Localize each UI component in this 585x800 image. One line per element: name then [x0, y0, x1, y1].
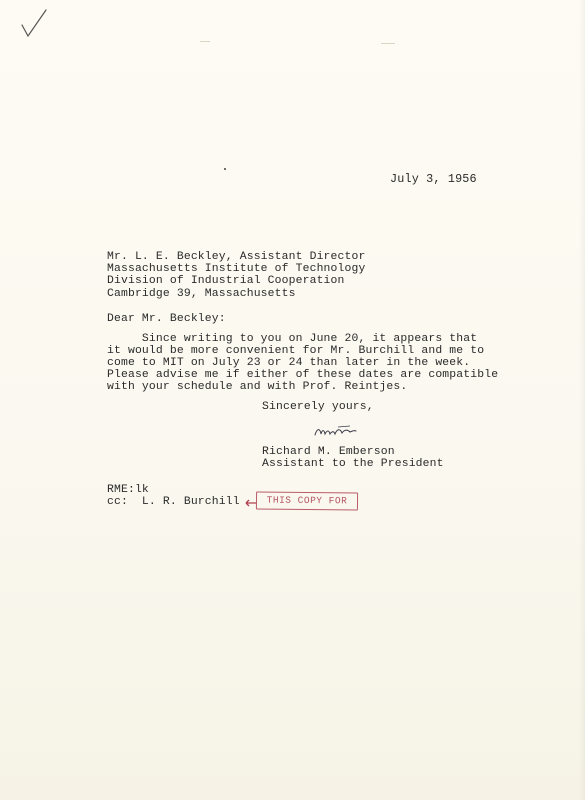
paper-mark [381, 43, 395, 44]
body-line: Please advise me if either of these dates are compatible [107, 369, 499, 381]
recipient-line: Mr. L. E. Beckley, Assistant Director [107, 251, 366, 263]
body-line: Since writing to you on June 20, it appears that [107, 333, 478, 345]
copy-stamp: THIS COPY FOR [256, 491, 358, 510]
recipient-line: Massachusetts Institute of Technology [107, 263, 366, 275]
recipient-line: Cambridge 39, Massachusetts [107, 288, 296, 300]
cc-line: cc: L. R. Burchill [107, 496, 240, 508]
closing: Sincerely yours, [262, 401, 374, 413]
handwritten-signature [312, 423, 358, 441]
paper-mark [200, 41, 210, 42]
sender-title: Assistant to the President [262, 458, 444, 470]
recipient-line: Division of Industrial Cooperation [107, 275, 345, 287]
paper-mark [224, 168, 226, 170]
letter-date: July 3, 1956 [390, 172, 477, 186]
body-line: with your schedule and with Prof. Reintjes. [107, 381, 408, 393]
salutation: Dear Mr. Beckley: [107, 313, 226, 325]
body-line: it would be more convenient for Mr. Burchill and me to [107, 345, 485, 357]
page-edge [579, 0, 585, 800]
reference-initials: RME:lk [107, 484, 149, 496]
arrow-left-icon [243, 499, 257, 507]
sender-name: Richard M. Emberson [262, 446, 395, 458]
checkmark-icon [18, 8, 50, 38]
body-line: come to MIT on July 23 or 24 than later in the week. [107, 357, 471, 369]
